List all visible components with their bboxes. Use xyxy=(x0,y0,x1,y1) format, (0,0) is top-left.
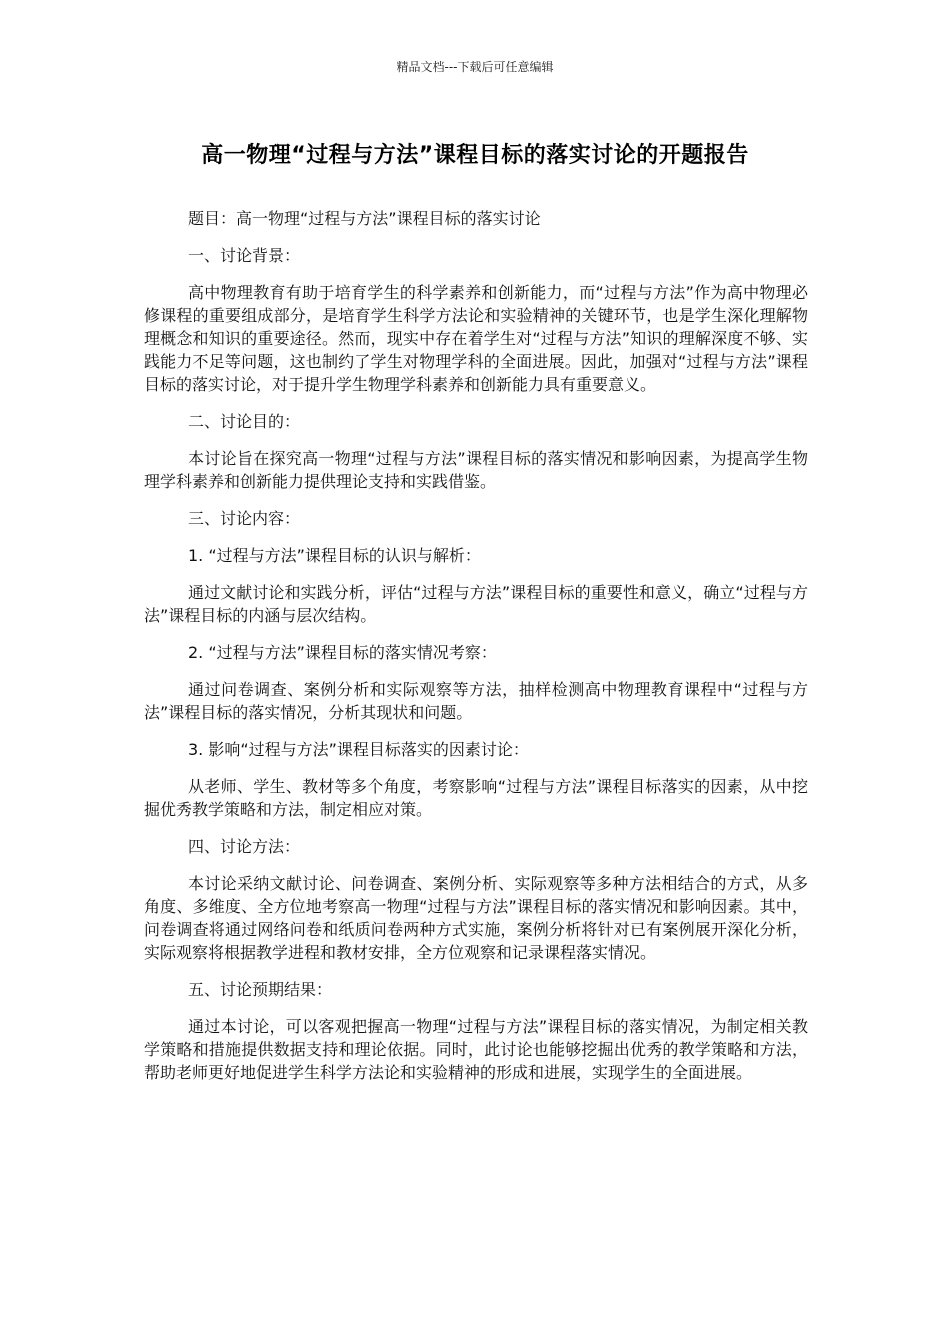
topic-line: 题目：高一物理“过程与方法”课程目标的落实讨论 xyxy=(188,209,541,228)
expected-results-paragraph: 通过本讨论，可以客观把握高一物理“过程与方法”课程目标的落实情况，为制定相关教学策略和措施提供数据支持和理论依据。同时，此讨论也能够挖掘出优秀的教学策略和方法，帮助老师更好地促进学生科学方法论和实验精神的形成和进展，实现学生的全面进展。 xyxy=(144,1017,808,1082)
content-item-3-heading: 3. 影响“过程与方法”课程目标落实的因素讨论： xyxy=(188,740,529,759)
section-heading-purpose: 二、讨论目的： xyxy=(188,412,301,431)
section-heading-expected-results: 五、讨论预期结果： xyxy=(188,980,333,999)
background-paragraph: 高中物理教育有助于培育学生的科学素养和创新能力，而“过程与方法”作为高中物理必修课程的重要组成部分，是培育学生科学方法论和实验精神的关键环节，也是学生深化理解物理概念和知识的重要途径。然而，现实中存在着学生对“过程与方法”知识的理解深度不够、实践能力不足等问题，这也制约了学生对物理学科的全面进展。因此，加强对“过程与方法”课程目标的落实讨论，对于提升学生物理学科素养和创新能力具有重要意义。 xyxy=(144,283,808,394)
section-heading-content: 三、讨论内容： xyxy=(188,509,301,528)
section-heading-method: 四、讨论方法： xyxy=(188,837,301,856)
method-paragraph: 本讨论采纳文献讨论、问卷调查、案例分析、实际观察等多种方法相结合的方式，从多角度、多维度、全方位地考察高一物理“过程与方法”课程目标的落实情况和影响因素。其中，问卷调查将通过网络问卷和纸质问卷两种方式实施，案例分析将针对已有案例展开深化分析，实际观察将根据教学进程和教材安排，全方位观察和记录课程落实情况。 xyxy=(144,874,808,962)
section-heading-background: 一、讨论背景： xyxy=(188,246,301,265)
page-header: 精品文档---下载后可任意编辑 xyxy=(396,60,554,74)
content-item-2-heading: 2. “过程与方法”课程目标的落实情况考察： xyxy=(188,643,497,662)
content-item-1-paragraph: 通过文献讨论和实践分析，评估“过程与方法”课程目标的重要性和意义，确立“过程与方法”课程目标的内涵与层次结构。 xyxy=(144,583,808,625)
content-item-3-paragraph: 从老师、学生、教材等多个角度，考察影响“过程与方法”课程目标落实的因素，从中挖掘优秀教学策略和方法，制定相应对策。 xyxy=(144,777,808,819)
document-body xyxy=(144,207,808,1098)
purpose-paragraph: 本讨论旨在探究高一物理“过程与方法”课程目标的落实情况和影响因素，为提高学生物理学科素养和创新能力提供理论支持和实践借鉴。 xyxy=(144,449,808,491)
document-title: 高一物理“过程与方法”课程目标的落实讨论的开题报告 xyxy=(201,143,749,168)
content-item-1-heading: 1. “过程与方法”课程目标的认识与解析： xyxy=(188,546,481,565)
content-item-2-paragraph: 通过问卷调查、案例分析和实际观察等方法，抽样检测高中物理教育课程中“过程与方法”课程目标的落实情况，分析其现状和问题。 xyxy=(144,680,808,722)
